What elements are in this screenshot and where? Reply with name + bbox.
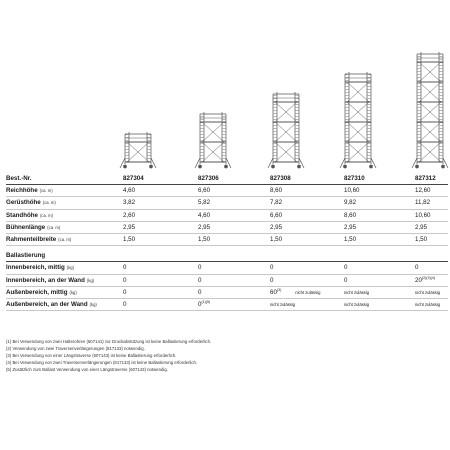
table-header-row — [6, 173, 448, 185]
spec-value: 4,60 — [123, 187, 136, 195]
ballast-value: 0 — [198, 288, 202, 296]
spec-value: 4,60 — [198, 211, 211, 219]
ballast-cell — [415, 275, 435, 286]
ballast-value: 0 — [198, 264, 202, 272]
ballast-cell — [415, 299, 440, 310]
row-label: Gerüsthöhe (ca. m) — [6, 199, 56, 207]
row-unit: (ca. m) — [42, 200, 56, 206]
footnote: (3) Bei Verwendung von einer Längstraverse (607143) ist keine Ballastierung erforderlich. — [6, 353, 177, 359]
ballast-cell — [123, 299, 126, 310]
scaffold-tower-icon — [412, 52, 448, 168]
footnote-ref: (2)(3)(4) — [421, 275, 436, 280]
footnote-ref: (3) — [276, 287, 282, 292]
not-permitted-note: nicht zulässig — [415, 289, 441, 295]
row-unit: (kg) — [66, 265, 75, 271]
row-label: Rahmenteilbreite (ca. m) — [6, 235, 72, 243]
row-label: Standhöhe (ca. m) — [6, 211, 53, 219]
row-unit: (ca. m) — [39, 188, 53, 194]
footnote: (2) Verwendung von zwei Traversenverlängerungen (817133) notwendig. — [6, 346, 145, 352]
footnote-ref: (1)(5) — [201, 299, 211, 304]
ballast-row — [6, 262, 448, 274]
order-number: 827304 — [123, 175, 144, 182]
spec-row — [6, 210, 448, 222]
footnote: (4) Bei Verwendung von zwei Traversenverlängerungen (817133) ist keine Ballastierung erforderlich. — [6, 360, 198, 366]
header-label: Best.-Nr. — [6, 175, 32, 182]
footnote: (1) Bei Verwendung von zwei Halterohren (607141) zur Druckabstützung ist keine Ballastierung erforderlich. — [6, 339, 212, 344]
row-label: Außenbereich, mittig (kg) — [6, 288, 77, 296]
order-number: 827312 — [415, 175, 436, 182]
spec-value: 8,60 — [270, 187, 283, 195]
ballast-cell — [415, 287, 440, 298]
ballast-cell — [415, 262, 418, 273]
row-unit: (kg) — [89, 301, 97, 307]
ballast-cell — [270, 287, 320, 298]
row-label: Reichhöhe (ca. m) — [6, 187, 53, 195]
spec-value: 8,60 — [344, 211, 357, 219]
row-unit: (kg) — [86, 277, 95, 283]
ballast-value: 0 — [123, 264, 127, 272]
ballast-cell — [123, 262, 126, 273]
ballast-cell — [198, 275, 201, 286]
spec-value: 2,95 — [198, 223, 211, 231]
row-unit: (kg) — [69, 289, 77, 295]
not-permitted-note: nicht zulässig — [270, 301, 296, 307]
not-permitted-note: nicht zulässig — [415, 301, 441, 307]
ballast-value: 0 — [344, 276, 348, 284]
spec-value: 10,60 — [344, 187, 360, 195]
ballast-value: 0 — [198, 276, 202, 284]
row-label: Bühnenlänge (ca. m) — [6, 223, 61, 231]
row-label: Innenbereich, an der Wand (kg) — [6, 276, 95, 284]
ballast-cell — [344, 262, 347, 273]
spec-value: 3,82 — [123, 199, 136, 207]
ballast-value: 60 — [270, 288, 277, 296]
ballast-value: 0 — [123, 300, 127, 308]
ballast-cell — [270, 275, 273, 286]
spec-value: 6,60 — [270, 211, 283, 219]
ballast-cell — [270, 299, 295, 310]
spec-value: 11,82 — [415, 199, 431, 207]
spec-value: 6,60 — [198, 187, 211, 195]
ballast-cell — [198, 287, 201, 298]
ballast-row — [6, 275, 448, 287]
row-unit: (ca. m) — [47, 224, 61, 230]
ballast-value: 0 — [270, 264, 274, 272]
scaffold-tower-icon — [195, 112, 231, 168]
ballast-section-title — [6, 250, 448, 262]
row-label: Innenbereich, mittig (kg) — [6, 264, 75, 272]
row-unit: (ca. m) — [39, 212, 53, 218]
order-number: 827306 — [198, 175, 219, 182]
spec-value: 1,50 — [198, 235, 211, 243]
ballast-cell — [344, 287, 369, 298]
spec-value: 2,60 — [123, 211, 136, 219]
spec-value: 2,95 — [270, 223, 283, 231]
spec-value: 1,50 — [344, 235, 357, 243]
footnotes — [6, 338, 446, 373]
spec-value: 2,95 — [344, 223, 357, 231]
spec-value: 1,50 — [415, 235, 428, 243]
specification-table — [6, 173, 448, 311]
ballast-value: 0 — [415, 264, 419, 272]
ballast-cell — [198, 262, 201, 273]
spec-value: 2,95 — [123, 223, 136, 231]
section-title: Ballastierung — [6, 252, 46, 260]
scaffold-tower-icon — [120, 132, 156, 168]
scaffold-illustrations — [0, 0, 450, 172]
spec-value: 1,50 — [270, 235, 283, 243]
spec-value: 12,60 — [415, 187, 431, 195]
ballast-value: 0 — [344, 264, 348, 272]
ballast-cell — [123, 275, 126, 286]
row-unit: (ca. m) — [58, 236, 72, 242]
ballast-value: 0 — [123, 288, 127, 296]
scaffold-tower-icon — [340, 72, 376, 168]
spec-value: 5,82 — [198, 199, 211, 207]
row-label: Außenbereich, an der Wand (kg) — [6, 300, 97, 308]
not-permitted-note: nicht zulässig — [295, 289, 321, 295]
spec-value: 9,82 — [344, 199, 357, 207]
spec-value: 10,60 — [415, 211, 431, 219]
spec-row — [6, 197, 448, 209]
spec-row — [6, 234, 448, 246]
scaffold-tower-icon — [268, 92, 304, 168]
not-permitted-note: nicht zulässig — [344, 289, 370, 295]
ballast-cell — [344, 275, 347, 286]
ballast-value: 0 — [198, 300, 202, 308]
ballast-row — [6, 287, 448, 299]
spec-value: 7,82 — [270, 199, 283, 207]
footnote: (5) Zusätzlich zum Ballast Verwendung von einer Längstraverse (607143) notwendig. — [6, 367, 168, 373]
ballast-cell — [270, 262, 273, 273]
ballast-cell — [198, 299, 210, 310]
not-permitted-note: nicht zulässig — [344, 301, 370, 307]
spec-value: 2,95 — [415, 223, 428, 231]
order-number: 827308 — [270, 175, 291, 182]
ballast-cell — [344, 299, 369, 310]
spec-row — [6, 222, 448, 234]
ballast-value: 0 — [270, 276, 274, 284]
ballast-value: 20 — [415, 276, 422, 284]
ballast-row — [6, 299, 448, 311]
ballast-value: 0 — [123, 276, 127, 284]
ballast-cell — [123, 287, 126, 298]
spec-row — [6, 185, 448, 197]
order-number: 827310 — [344, 175, 365, 182]
spec-value: 1,50 — [123, 235, 136, 243]
